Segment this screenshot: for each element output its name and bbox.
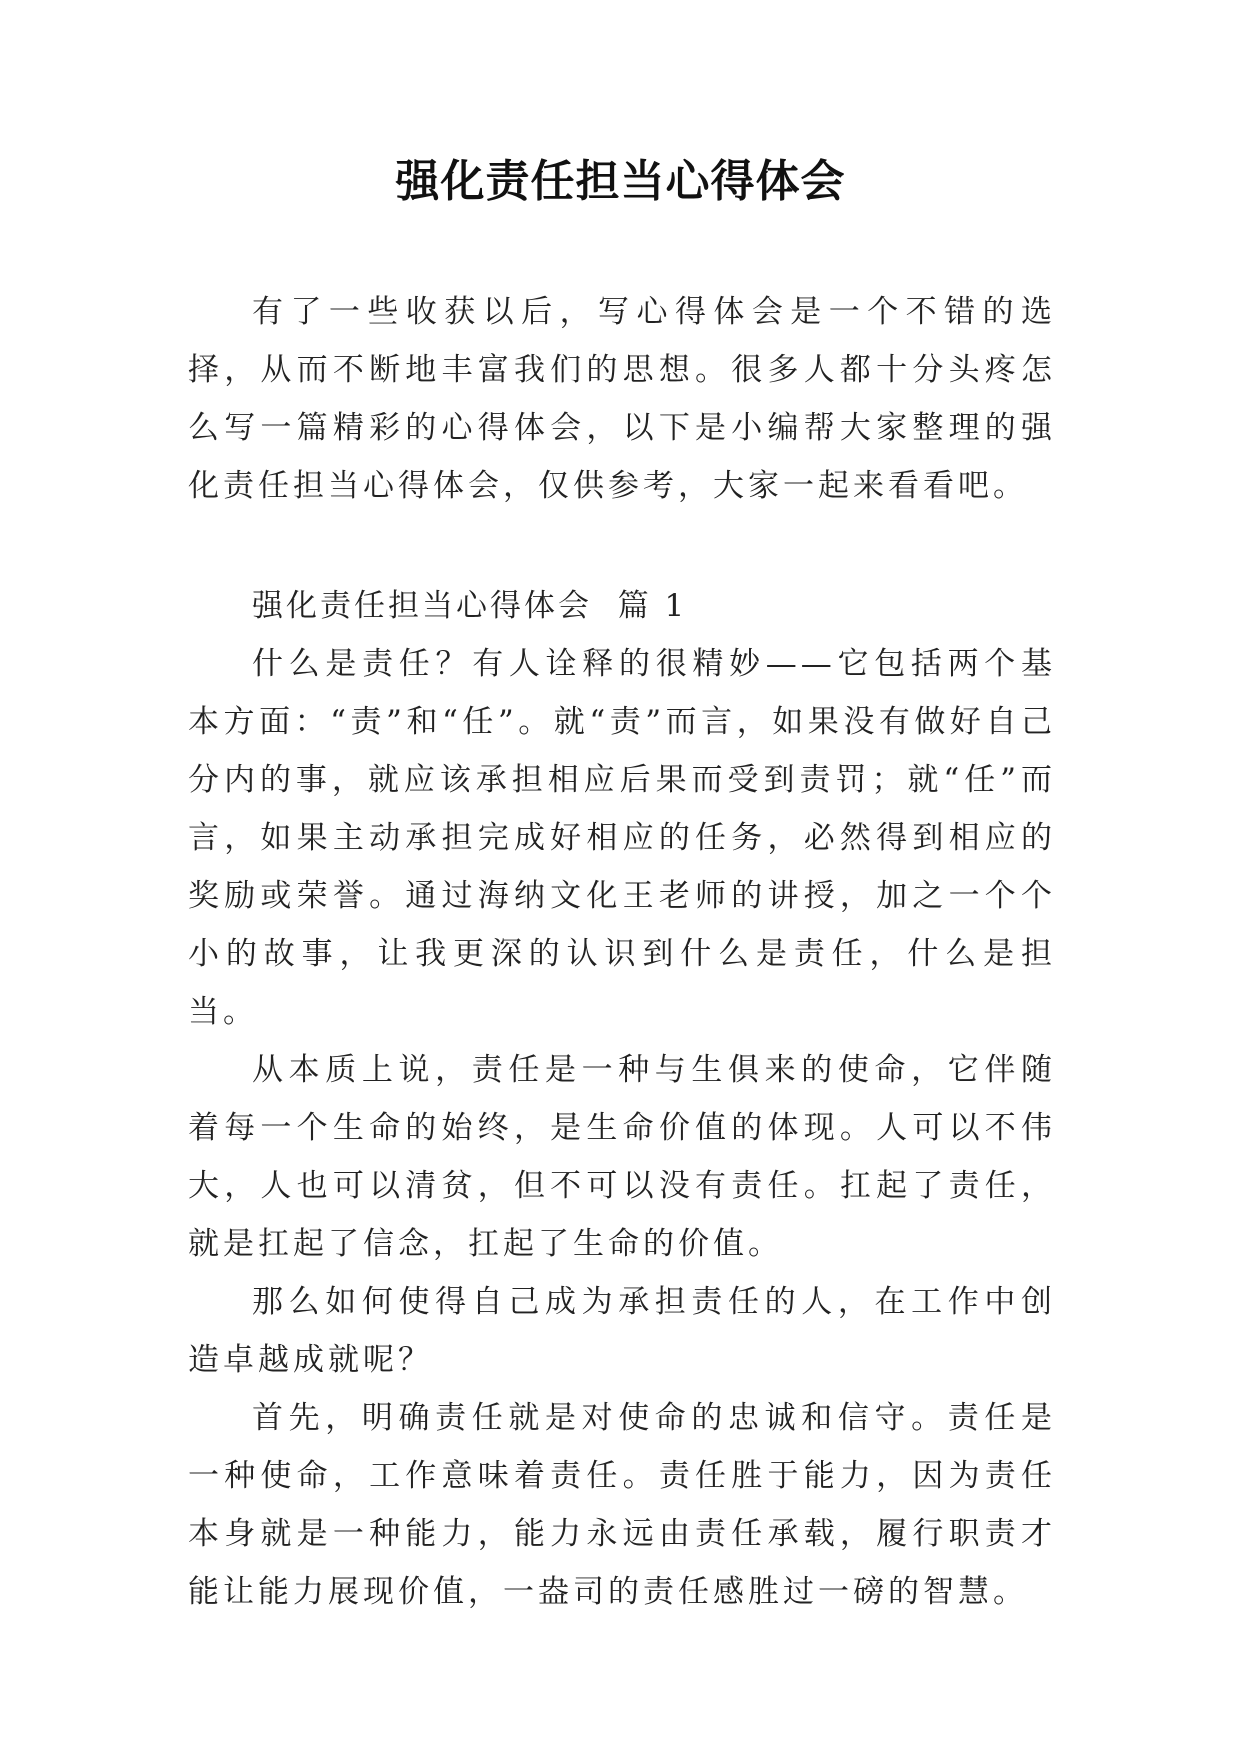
body-paragraph: 那么如何使得自己成为承担责任的人，在工作中创造卓越成就呢？ [188, 1284, 1056, 1378]
body-paragraph: 从本质上说，责任是一种与生俱来的使命，它伴随着每一个生命的始终，是生命价值的体现。人可以不伟大，人也可以清贫，但不可以没有责任。扛起了责任，就是扛起了信念，扛起了生命的价值。 [188, 1052, 1056, 1262]
intro-block [188, 283, 1056, 515]
body-paragraph: 什么是责任？有人诠释的很精妙——它包括两个基本方面：“责”和“任”。就“责”而言，如果没有做好自己分内的事，就应该承担相应后果而受到责罚；就“任”而言，如果主动承担完成好相应的任务，必然得到相应的奖励或荣誉。通过海纳文化王老师的讲授，加之一个个小的故事，让我更深的认识到什么是责任，什么是担当。 [188, 646, 1056, 1030]
body-paragraph: 首先，明确责任就是对使命的忠诚和信守。责任是一种使命，工作意味着责任。责任胜于能力，因为责任本身就是一种能力，能力永远由责任承载，履行职责才能让能力展现价值，一盎司的责任感胜过一磅的智慧。 [188, 1400, 1056, 1610]
section-1 [188, 577, 1056, 1621]
intro-paragraph: 有了一些收获以后，写心得体会是一个不错的选择，从而不断地丰富我们的思想。很多人都十分头疼怎么写一篇精彩的心得体会，以下是小编帮大家整理的强化责任担当心得体会，仅供参考，大家一起来看看吧。 [188, 294, 1056, 504]
document-title: 强化责任担当心得体会 [395, 156, 846, 207]
section-heading: 强化责任担当心得体会 篇 1 [252, 588, 688, 624]
